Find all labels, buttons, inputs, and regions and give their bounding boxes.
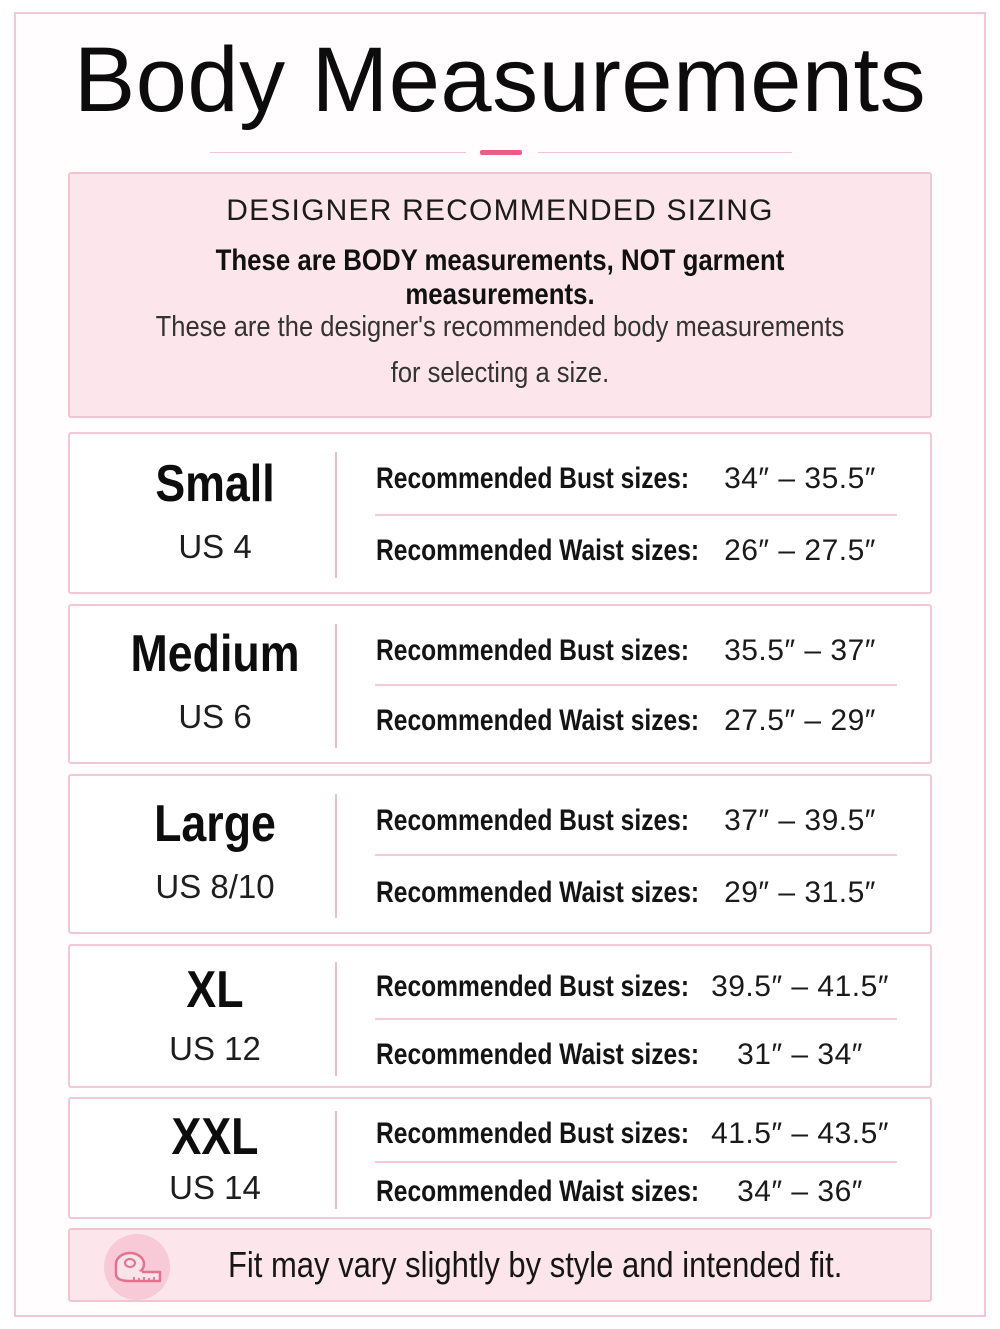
- bust-value: 34″ – 35.5″: [724, 462, 876, 495]
- intro-bold-note: These are BODY measurements, NOT garment measurements.: [215, 244, 785, 311]
- size-divider: [335, 624, 337, 748]
- bust-label: Recommended Bust sizes:: [376, 634, 690, 667]
- bust-label: Recommended Bust sizes:: [376, 970, 690, 1003]
- row-separator: [375, 684, 897, 686]
- size-divider: [335, 794, 337, 918]
- size-card-xl: [68, 944, 932, 1088]
- intro-heading: DESIGNER RECOMMENDED SIZING: [226, 194, 774, 227]
- title-rule-left: [210, 152, 466, 153]
- size-name: Small: [155, 455, 275, 513]
- waist-value: 31″ – 34″: [737, 1038, 863, 1071]
- size-name: XXL: [171, 1108, 259, 1166]
- intro-panel: [68, 172, 932, 418]
- bust-value: 35.5″ – 37″: [724, 634, 876, 667]
- size-us: US 4: [178, 528, 252, 565]
- bust-label: Recommended Bust sizes:: [376, 1117, 690, 1150]
- waist-label: Recommended Waist sizes:: [376, 704, 700, 737]
- size-us: US 6: [178, 698, 252, 735]
- size-us: US 8/10: [155, 868, 275, 905]
- waist-label: Recommended Waist sizes:: [376, 876, 700, 909]
- bust-label: Recommended Bust sizes:: [376, 804, 690, 837]
- bust-label: Recommended Bust sizes:: [376, 462, 690, 495]
- size-us: US 14: [169, 1169, 261, 1206]
- measuring-tape-icon: [104, 1234, 170, 1300]
- waist-value: 27.5″ – 29″: [724, 704, 876, 737]
- size-name: Medium: [130, 625, 300, 683]
- row-separator: [375, 1018, 897, 1020]
- waist-label: Recommended Waist sizes:: [376, 1175, 700, 1208]
- title-rule-accent: [480, 150, 522, 155]
- waist-label: Recommended Waist sizes:: [376, 534, 700, 567]
- size-name: Large: [154, 795, 276, 853]
- title-rule-right: [538, 152, 792, 153]
- row-separator: [375, 1161, 897, 1163]
- page-title: Body Measurements: [73, 29, 927, 131]
- row-separator: [375, 854, 897, 856]
- row-separator: [375, 514, 897, 516]
- waist-value: 29″ – 31.5″: [724, 876, 876, 909]
- intro-body-line-2: for selecting a size.: [390, 357, 610, 389]
- size-divider: [335, 1111, 337, 1209]
- waist-label: Recommended Waist sizes:: [376, 1038, 700, 1071]
- intro-body-line-1: These are the designer's recommended body measurements: [155, 311, 845, 343]
- size-card-small: [68, 432, 932, 594]
- size-card-large: [68, 774, 932, 934]
- footer-note: [68, 1228, 932, 1302]
- waist-value: 26″ – 27.5″: [724, 534, 876, 567]
- footer-text: Fit may vary slightly by style and intended fit.: [228, 1244, 843, 1285]
- size-divider: [335, 452, 337, 578]
- bust-value: 37″ – 39.5″: [724, 804, 876, 837]
- bust-value: 39.5″ – 41.5″: [711, 970, 889, 1003]
- intro-body: [122, 304, 879, 396]
- size-us: US 12: [169, 1030, 261, 1067]
- size-name: XL: [186, 961, 244, 1019]
- size-card-medium: [68, 604, 932, 764]
- waist-value: 34″ – 36″: [737, 1175, 863, 1208]
- size-card-xxl: [68, 1097, 932, 1219]
- bust-value: 41.5″ – 43.5″: [711, 1117, 889, 1150]
- size-divider: [335, 962, 337, 1076]
